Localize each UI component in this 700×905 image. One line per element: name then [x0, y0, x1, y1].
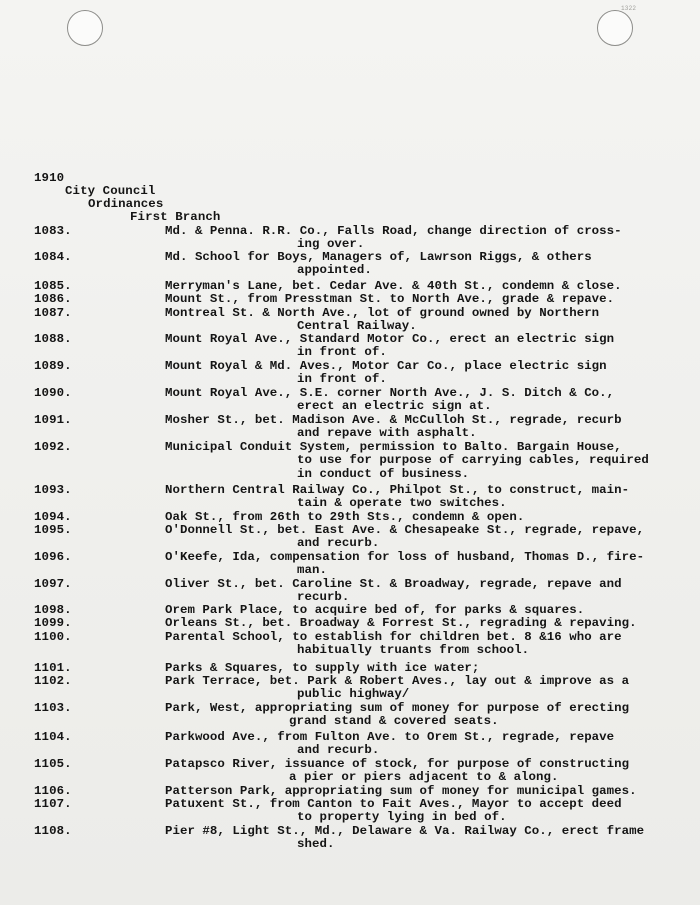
ordinance-description-continued: and recurb.: [297, 743, 380, 758]
ordinance-description: Orem Park Place, to acquire bed of, for parks & squares.: [165, 603, 585, 617]
ordinance-description: Park Terrace, bet. Park & Robert Aves., lay out & improve as a: [165, 674, 630, 688]
ordinance-number: 1102.: [34, 674, 72, 688]
ordinance-number: 1097.: [34, 577, 72, 591]
ordinance-description-continued: a pier or piers adjacent to & along.: [289, 770, 559, 785]
header-body: City Council: [65, 184, 156, 198]
ordinance-description: Merryman's Lane, bet. Cedar Ave. & 40th St., condemn & close.: [165, 279, 622, 293]
ordinance-description-continued: erect an electric sign at.: [297, 399, 492, 414]
ordinance-number: 1103.: [34, 701, 72, 715]
ordinance-description: Patapsco River, issuance of stock, for purpose of constructing: [165, 757, 630, 771]
ordinance-description: Parental School, to establish for children bet. 8 &16 who are: [165, 630, 622, 644]
ordinance-description: Mount Royal Ave., S.E. corner North Ave., J. S. Ditch & Co.,: [165, 386, 615, 400]
ordinance-description-continued: to property lying in bed of.: [297, 810, 507, 825]
ordinance-description: Mount Royal Ave., Standard Motor Co., erect an electric sign: [165, 332, 615, 346]
ordinance-description-continued: shed.: [297, 837, 335, 852]
ordinance-description-continued: in conduct of business.: [297, 466, 470, 481]
ordinance-number: 1105.: [34, 757, 72, 771]
ordinance-description: Park, West, appropriating sum of money for purpose of erecting: [165, 701, 630, 715]
ordinance-description: Patuxent St., from Canton to Fait Aves., Mayor to accept deed: [165, 797, 622, 811]
ordinance-description: Orleans St., bet. Broadway & Forrest St., regrading & repaving.: [165, 616, 637, 630]
ordinance-description: Pier #8, Light St., Md., Delaware & Va. Railway Co., erect frame: [165, 824, 645, 838]
ordinance-number: 1085.: [34, 279, 72, 293]
ordinance-description: Oliver St., bet. Caroline St. & Broadway, regrade, repave and: [165, 577, 622, 591]
ordinance-number: 1101.: [34, 661, 72, 675]
ordinance-description-continued: tain & operate two switches.: [297, 496, 507, 511]
header-branch: First Branch: [130, 210, 221, 224]
ordinance-description-continued: man.: [297, 563, 327, 578]
ordinance-number: 1084.: [34, 250, 72, 264]
header-year: 1910: [34, 171, 65, 185]
ordinance-number: 1091.: [34, 413, 72, 427]
ordinance-description-continued: grand stand & covered seats.: [289, 714, 499, 729]
ordinance-number: 1098.: [34, 603, 72, 617]
ordinance-description: Parks & Squares, to supply with ice water;: [165, 661, 480, 675]
ordinance-description-continued: in front of.: [297, 345, 387, 360]
ordinance-number: 1093.: [34, 483, 72, 497]
ordinance-description: Md. & Penna. R.R. Co., Falls Road, change direction of cross-: [165, 224, 622, 238]
ordinance-number: 1099.: [34, 616, 72, 630]
ordinance-number: 1087.: [34, 306, 72, 320]
ordinance-number: 1083.: [34, 224, 72, 238]
ordinance-description-continued: Central Railway.: [297, 319, 417, 334]
ordinance-description-continued: to use for purpose of carrying cables, required: [297, 453, 649, 468]
punch-hole: [67, 10, 103, 46]
ordinance-number: 1088.: [34, 332, 72, 346]
ordinance-number: 1106.: [34, 784, 72, 798]
page-stamp: 1322: [621, 5, 637, 12]
header-section: Ordinances: [88, 197, 164, 211]
ordinance-number: 1086.: [34, 292, 72, 306]
ordinance-number: 1089.: [34, 359, 72, 373]
punch-hole: [597, 10, 633, 46]
ordinance-description-continued: and recurb.: [297, 536, 380, 551]
ordinance-number: 1095.: [34, 523, 72, 537]
ordinance-description: Northern Central Railway Co., Philpot St., to construct, main-: [165, 483, 630, 497]
ordinance-number: 1104.: [34, 730, 72, 744]
ordinance-number: 1108.: [34, 824, 72, 838]
ordinance-description: Md. School for Boys, Managers of, Lawrson Riggs, & others: [165, 250, 592, 264]
ordinance-number: 1107.: [34, 797, 72, 811]
ordinance-number: 1090.: [34, 386, 72, 400]
ordinance-description-continued: appointed.: [297, 263, 372, 278]
ordinance-description: Oak St., from 26th to 29th Sts., condemn & open.: [165, 510, 525, 524]
ordinance-description: Parkwood Ave., from Fulton Ave. to Orem St., regrade, repave: [165, 730, 615, 744]
ordinance-number: 1092.: [34, 440, 72, 454]
ordinance-description: O'Donnell St., bet. East Ave. & Chesapeake St., regrade, repave,: [165, 523, 645, 537]
ordinance-description-continued: and repave with asphalt.: [297, 426, 477, 441]
ordinance-description-continued: recurb.: [297, 590, 350, 605]
ordinance-description: Mosher St., bet. Madison Ave. & McCulloh St., regrade, recurb: [165, 413, 622, 427]
ordinance-description: Municipal Conduit System, permission to Balto. Bargain House,: [165, 440, 622, 454]
ordinance-number: 1094.: [34, 510, 72, 524]
ordinance-description: Mount St., from Presstman St. to North Ave., grade & repave.: [165, 292, 615, 306]
ordinance-description: Montreal St. & North Ave., lot of ground owned by Northern: [165, 306, 600, 320]
ordinance-description-continued: habitually truants from school.: [297, 643, 530, 658]
ordinance-description-continued: ing over.: [297, 237, 365, 252]
ordinance-description: Patterson Park, appropriating sum of money for municipal games.: [165, 784, 637, 798]
ordinance-description: O'Keefe, Ida, compensation for loss of husband, Thomas D., fire-: [165, 550, 645, 564]
ordinance-number: 1100.: [34, 630, 72, 644]
ordinance-number: 1096.: [34, 550, 72, 564]
ordinance-description: Mount Royal & Md. Aves., Motor Car Co., place electric sign: [165, 359, 607, 373]
ordinance-description-continued: in front of.: [297, 372, 387, 387]
ordinance-description-continued: public highway/: [297, 687, 410, 702]
